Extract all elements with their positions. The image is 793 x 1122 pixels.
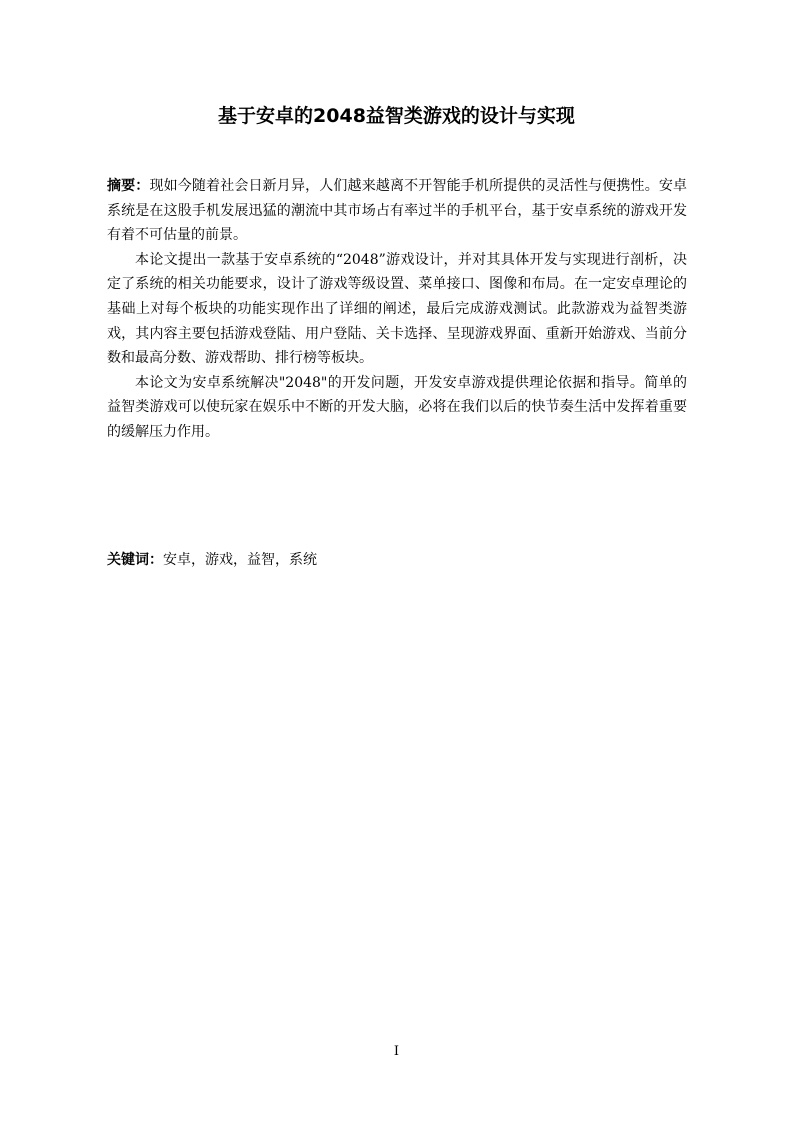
abstract-paragraph-3: 本论文为安卓系统解决"2048"的开发问题，开发安卓游戏提供理论依据和指导。简单的益智类游戏可以使玩家在娱乐中不断的开发大脑，必将在我们以后的快节奏生活中发挥着重要的缓解压力作用。 <box>107 374 687 440</box>
abstract-paragraph-2: 本论文提出一款基于安卓系统的“2048”游戏设计，并对其具体开发与实现进行剖析，决定了系统的相关功能要求，设计了游戏等级设置、菜单接口、图像和布局。在一定安卓理论的基础上对每个板块的功能实现作出了详细的阐述，最后完成游戏测试。此款游戏为益智类游戏，其内容主要包括游戏登陆、用户登陆、关卡选择、呈现游戏界面、重新开始游戏、当前分数和最高分数、游戏帮助、排行榜等板块。 <box>107 251 687 367</box>
keywords-line <box>107 548 687 572</box>
abstract-label: 摘要： <box>107 178 150 194</box>
document-title: 基于安卓的2048益智类游戏的设计与实现 <box>218 105 575 127</box>
abstract-paragraph-1-text: 现如今随着社会日新月异，人们越来越离不开智能手机所提供的灵活性与便携性。安卓系统是在这股手机发展迅猛的潮流中其市场占有率过半的手机平台，基于安卓系统的游戏开发有着不可估量的前景。 <box>107 178 688 244</box>
abstract-paragraph-1 <box>107 174 687 248</box>
keywords-label: 关键词： <box>107 552 163 568</box>
keywords-text: 安卓，游戏，益智，系统 <box>163 552 317 568</box>
page-number: I <box>393 1044 400 1059</box>
abstract-section <box>107 174 687 445</box>
